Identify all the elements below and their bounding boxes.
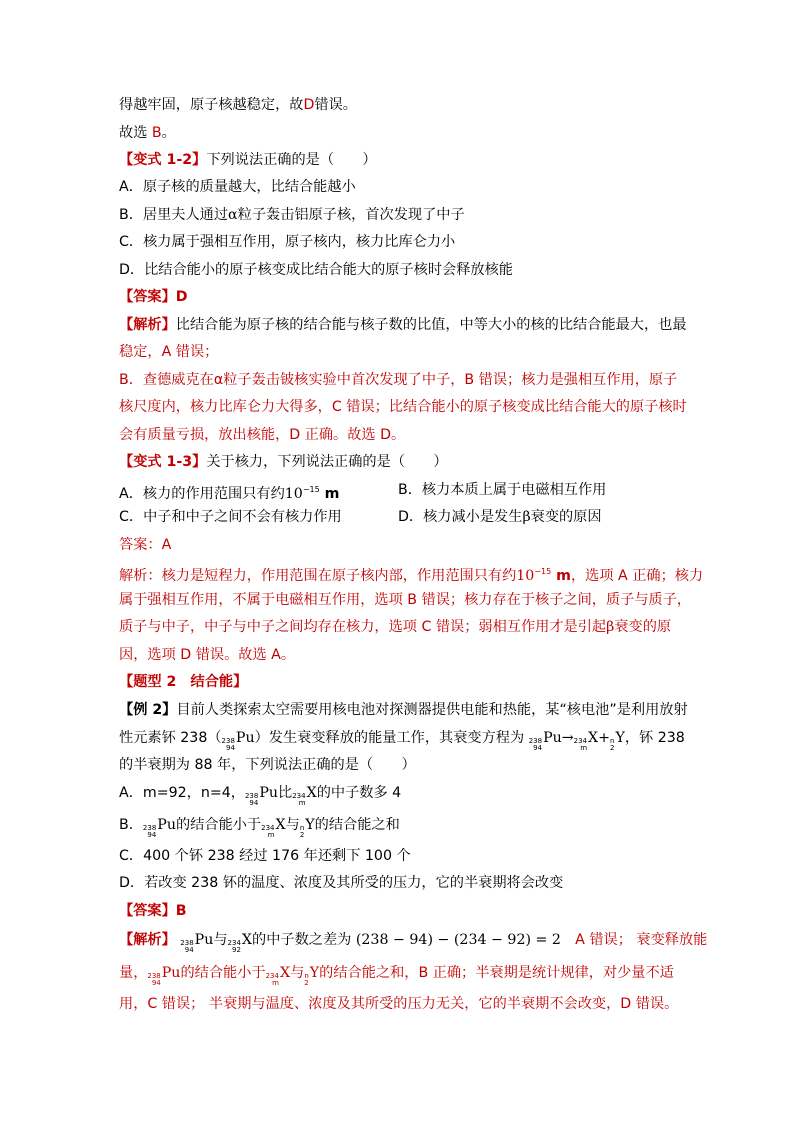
option-d: D．比结合能小的原子核变成比结合能大的原子核时会释放核能 (119, 262, 513, 278)
answer: 【答案】D (119, 289, 188, 305)
option-b: B． 238 94 Pu的结合能小于 234 m X与 n 2 Y的结合能之和 (119, 817, 400, 839)
question-stem: 【例 2】目前人类探索太空需要用核电池对探测器提供电能和热能，某“核电池”是利用放射 (119, 702, 688, 718)
option-d: D．核力减小是发生β衰变的原因 (398, 509, 602, 525)
section-heading: 【题型 2 结合能】 (119, 674, 248, 690)
option-c: C．核力属于强相互作用，原子核内，核力比库仑力小 (119, 234, 456, 250)
question-stem: 【变式 1-2】下列说法正确的是（ ） (119, 152, 377, 168)
analysis-line: 用，C 错误； 半衰期与温度、浓度及其所受的压力无关，它的半衰期不会改变，D 错误。 (119, 996, 679, 1012)
option-b: B．居里夫人通过α粒子轰击铝原子核，首次发现了中子 (119, 207, 465, 223)
isotope-pu: 238 94 Pu (180, 932, 214, 954)
question-stem: 【变式 1-3】关于核力，下列说法正确的是（ ） (119, 454, 448, 470)
analysis-line: 质子与中子，中子与中子之间均存在核力，选项 C 错误；弱相互作用才是引起β衰变的原 (119, 619, 672, 635)
analysis-line: 【解析】 238 94 Pu与 234 92 X的中子数之差为 (238 − 94) − (234 − 92) = 2 A 错误； 衰变释放能 (119, 932, 708, 954)
analysis-line: 量， 238 94 Pu的结合能小于 234 m X与 n 2 Y的结合能之和，B 正确；半衰期是统计规律，对少量不适 (119, 965, 674, 987)
isotope-x: 234 m X (292, 785, 317, 807)
option-c: C．400 个钚 238 经过 176 年还剩下 100 个 (119, 848, 411, 864)
question-stem: 性元素钚 238（ 238 94 Pu）发生衰变释放的能量工作，其衰变方程为 238 94 Pu→ 234 m X+ n 2 Y，钚 238 (119, 730, 685, 752)
isotope-pu: 238 94 Pu (221, 730, 255, 752)
option-a: A．核力的作用范围只有约$10^{-15}$ m (119, 485, 340, 502)
isotope-x: 234 m X (265, 965, 291, 987)
isotope-y: n 2 Y (610, 730, 625, 752)
analysis-line: 解析：核力是短程力，作用范围在原子核内部，作用范围只有约$10^{-15}$ m，选项 A 正确；核力 (119, 567, 704, 584)
option-d: D．若改变 238 钚的温度、浓度及其所受的压力，它的半衰期将会改变 (119, 875, 564, 891)
option-a: A．原子核的质量越大，比结合能越小 (119, 179, 356, 195)
analysis-line: B．查德威克在α粒子轰击铍核实验中首次发现了中子，B 错误；核力是强相互作用，原子 (119, 372, 678, 388)
isotope-y: n 2 Y (304, 965, 320, 987)
analysis-line: 因，选项 D 错误。故选 A。 (119, 647, 296, 663)
analysis-line: 属于强相互作用，不属于电磁相互作用，选项 B 错误；核力存在于核子之间，质子与质子， (119, 592, 692, 608)
analysis-line: 【解析】比结合能为原子核的结合能与核子数的比值，中等大小的核的比结合能最大，也最 (119, 317, 687, 333)
analysis-line: 会有质量亏损，放出核能，D 正确。故选 D。 (119, 427, 406, 443)
text-line: 得越牢固，原子核越稳定，故D错误。 (119, 97, 357, 113)
answer: 【答案】B (119, 903, 187, 919)
analysis-line: 稳定，A 错误； (119, 344, 219, 360)
isotope-x: 234 m X (573, 730, 599, 752)
option-a: A．m=92，n=4， 238 94 Pu比 234 m X的中子数多 4 (119, 785, 402, 807)
isotope-pu: 238 94 Pu (528, 730, 562, 752)
analysis-line: 核尺度内，核力比库仑力大得多，C 错误；比结合能小的原子核变成比结合能大的原子核时 (119, 399, 687, 415)
isotope-y: n 2 Y (299, 817, 315, 839)
isotope-x: 234 92 X (227, 932, 253, 954)
isotope-pu: 238 94 Pu (142, 817, 176, 839)
text-line: 故选 B。 (119, 125, 176, 141)
question-stem: 的半衰期为 88 年，下列说法正确的是（ ） (119, 757, 416, 773)
isotope-x: 234 m X (261, 817, 286, 839)
option-b: B．核力本质上属于电磁相互作用 (398, 482, 607, 498)
isotope-pu: 238 94 Pu (147, 965, 181, 987)
answer: 答案：A (119, 537, 172, 553)
option-c: C．中子和中子之间不会有核力作用 (119, 509, 342, 525)
isotope-pu: 238 94 Pu (244, 785, 278, 807)
